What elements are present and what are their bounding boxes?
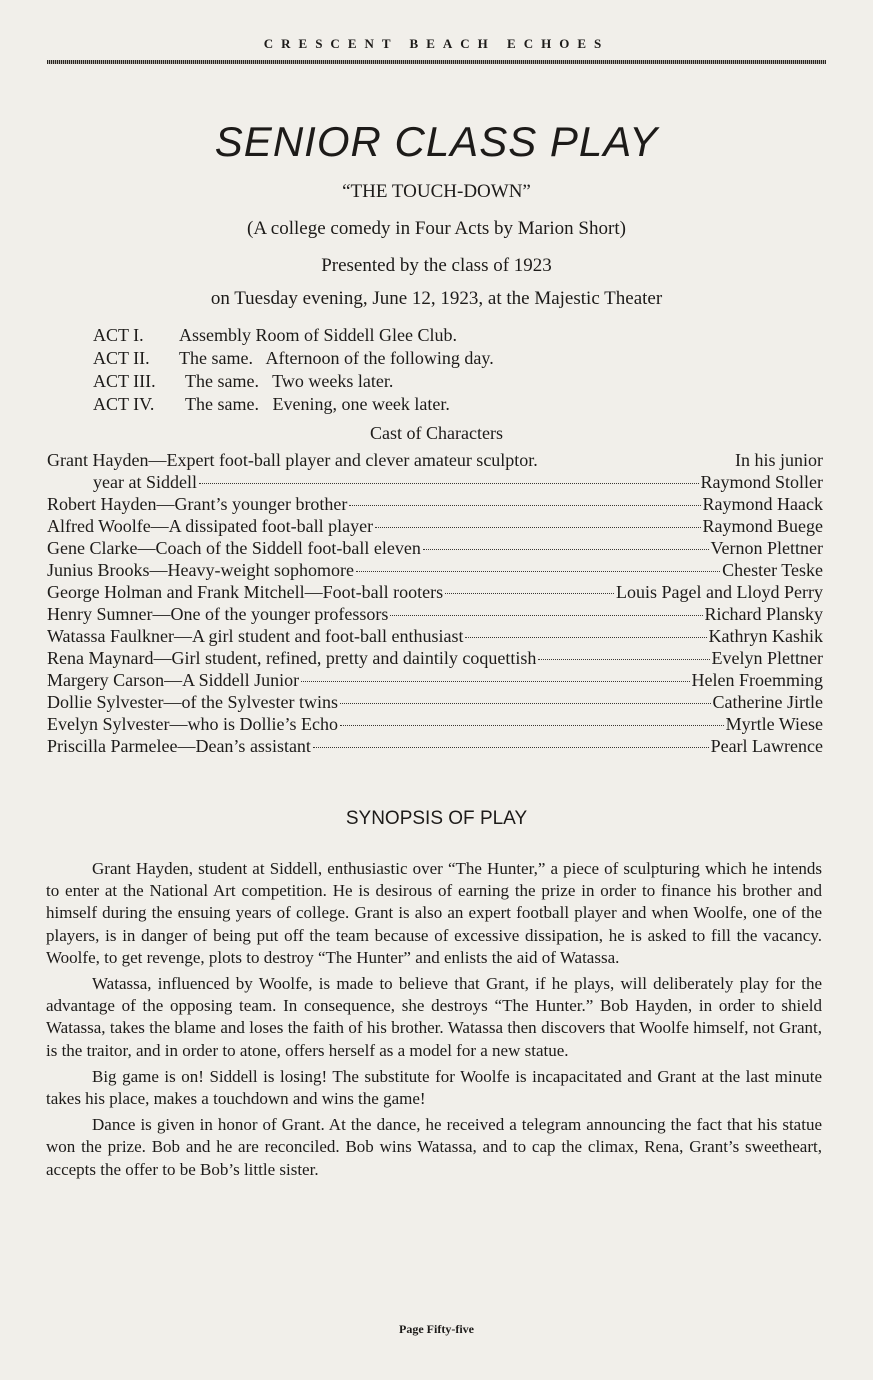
cast-role: Evelyn Sylvester—who is Dollie’s Echo <box>47 714 338 734</box>
cast-role: George Holman and Frank Mitchell—Foot-ball rooters <box>47 582 444 602</box>
cast-row <box>47 471 823 493</box>
cast-actor: Catherine Jirtle <box>712 692 823 712</box>
cast-actor: Louis Pagel and Lloyd Perry <box>616 582 823 602</box>
cast-role: Robert Hayden—Grant’s younger brother <box>47 494 348 514</box>
dot-leader <box>375 527 700 528</box>
cast-role: Gene Clarke—Coach of the Siddell foot-ball eleven <box>47 538 421 558</box>
cast-heading: Cast of Characters <box>370 423 503 443</box>
dot-leader <box>356 571 720 572</box>
cast-list <box>47 449 823 757</box>
cast-role: Rena Maynard—Girl student, refined, pretty and daintily coquettish <box>47 648 537 668</box>
cast-actor: Kathryn Kashik <box>708 626 823 646</box>
cast-actor: Helen Froemming <box>691 670 823 690</box>
cast-role: Junius Brooks—Heavy-weight sophomore <box>47 560 354 580</box>
synopsis-paragraph: Watassa, influenced by Woolfe, is made to believe that Grant, if he plays, will deliberately play for the advantage of the opposing team. In consequence, she destroys “The Hunter.” Bob Hayden, in order to shield Watassa, takes the blame and loses the faith of his brother. Watassa then discovers that Woolfe himself, not Grant, is the traitor, and in order to atone, offers herself as a model for a new statue. <box>46 974 822 1060</box>
dot-leader <box>423 549 709 550</box>
cast-role-continued: In his junior <box>735 450 823 470</box>
cast-actor: Vernon Plettner <box>710 538 823 558</box>
cast-role: Henry Sumner—One of the younger professors <box>47 604 389 624</box>
presented-by: Presented by the class of 1923 <box>321 255 552 276</box>
act-number: ACT II. <box>93 348 150 368</box>
cast-row <box>47 625 823 647</box>
synopsis-body <box>46 858 822 1185</box>
act-setting: The same. Two weeks later. <box>185 371 394 391</box>
act-number: ACT I. <box>93 325 144 345</box>
play-description: (A college comedy in Four Acts by Marion Short) <box>247 218 626 239</box>
cast-row <box>47 537 823 559</box>
running-header: CRESCENT BEACH ECHOES <box>263 36 610 51</box>
acts-list <box>93 324 494 416</box>
cast-row <box>47 691 823 713</box>
cast-row <box>47 669 823 691</box>
page-title: SENIOR CLASS PLAY <box>214 118 659 165</box>
cast-role: Alfred Woolfe—A dissipated foot-ball player <box>47 516 374 536</box>
page-number: Page Fifty-five <box>399 1322 474 1336</box>
cast-row <box>47 449 823 471</box>
dot-leader <box>465 637 706 638</box>
act-row <box>93 347 494 370</box>
dot-leader <box>349 505 700 506</box>
act-row <box>93 393 494 416</box>
dot-leader <box>390 615 702 616</box>
cast-row <box>47 647 823 669</box>
act-row <box>93 324 494 347</box>
dot-leader <box>313 747 709 748</box>
synopsis-heading: SYNOPSIS OF PLAY <box>345 808 528 829</box>
cast-role: year at Siddell <box>93 472 197 492</box>
cast-actor: Chester Teske <box>722 560 823 580</box>
cast-row <box>47 713 823 735</box>
synopsis-paragraph: Dance is given in honor of Grant. At the dance, he received a telegram announcing the fact that his statue won the prize. Bob and he are reconciled. Bob wins Watassa, and to cap the climax, Rena, Grant’s sweetheart, accepts the offer to be Bob’s little sister. <box>46 1115 822 1179</box>
cast-actor: Raymond Haack <box>702 494 823 514</box>
cast-row <box>47 493 823 515</box>
play-name: “THE TOUCH-DOWN” <box>342 181 531 202</box>
act-setting: The same. Evening, one week later. <box>185 394 450 414</box>
cast-actor: Pearl Lawrence <box>710 736 823 756</box>
cast-row <box>47 559 823 581</box>
cast-role: Dollie Sylvester—of the Sylvester twins <box>47 692 338 712</box>
cast-row <box>47 515 823 537</box>
dot-leader <box>538 659 709 660</box>
performance-details: on Tuesday evening, June 12, 1923, at the Majestic Theater <box>210 288 663 309</box>
cast-actor: Richard Plansky <box>704 604 823 624</box>
act-number: ACT III. <box>93 371 156 391</box>
cast-row <box>47 581 823 603</box>
act-number: ACT IV. <box>93 394 155 414</box>
cast-role: Grant Hayden—Expert foot-ball player and clever amateur sculptor. <box>47 450 538 470</box>
synopsis-paragraph: Big game is on! Siddell is losing! The substitute for Woolfe is incapacitated and Grant at the last minute takes his place, makes a touchdown and wins the game! <box>46 1066 822 1109</box>
dot-leader <box>199 483 699 484</box>
act-setting: The same. Afternoon of the following day. <box>179 348 494 368</box>
act-row <box>93 370 494 393</box>
dot-leader <box>340 703 711 704</box>
dot-leader <box>445 593 614 594</box>
synopsis-paragraph: Grant Hayden, student at Siddell, enthusiastic over “The Hunter,” a piece of sculpturing which he intends to enter at the National Art competition. He is desirous of earning the prize in order to finance his brother and himself during the ensuing years of college. Grant is also an expert football player and when Woolfe, one of the players, is in danger of being put off the team because of excessive dissipation, he is asked to fill the vacancy. Woolfe, to get revenge, plots to destroy “The Hunter” and enlists the aid of Watassa. <box>46 859 822 967</box>
cast-role: Priscilla Parmelee—Dean’s assistant <box>47 736 311 756</box>
cast-role: Watassa Faulkner—A girl student and foot-ball enthusiast <box>47 626 464 646</box>
cast-actor: Evelyn Plettner <box>711 648 823 668</box>
act-setting: Assembly Room of Siddell Glee Club. <box>179 325 457 345</box>
cast-role: Margery Carson—A Siddell Junior <box>47 670 300 690</box>
cast-row <box>47 735 823 757</box>
cast-actor: Raymond Buege <box>702 516 823 536</box>
cast-actor: Raymond Stoller <box>700 472 823 492</box>
cast-row <box>47 603 823 625</box>
dot-leader <box>340 725 724 726</box>
dot-leader <box>301 681 689 682</box>
header-rule <box>47 60 826 64</box>
cast-actor: Myrtle Wiese <box>725 714 823 734</box>
